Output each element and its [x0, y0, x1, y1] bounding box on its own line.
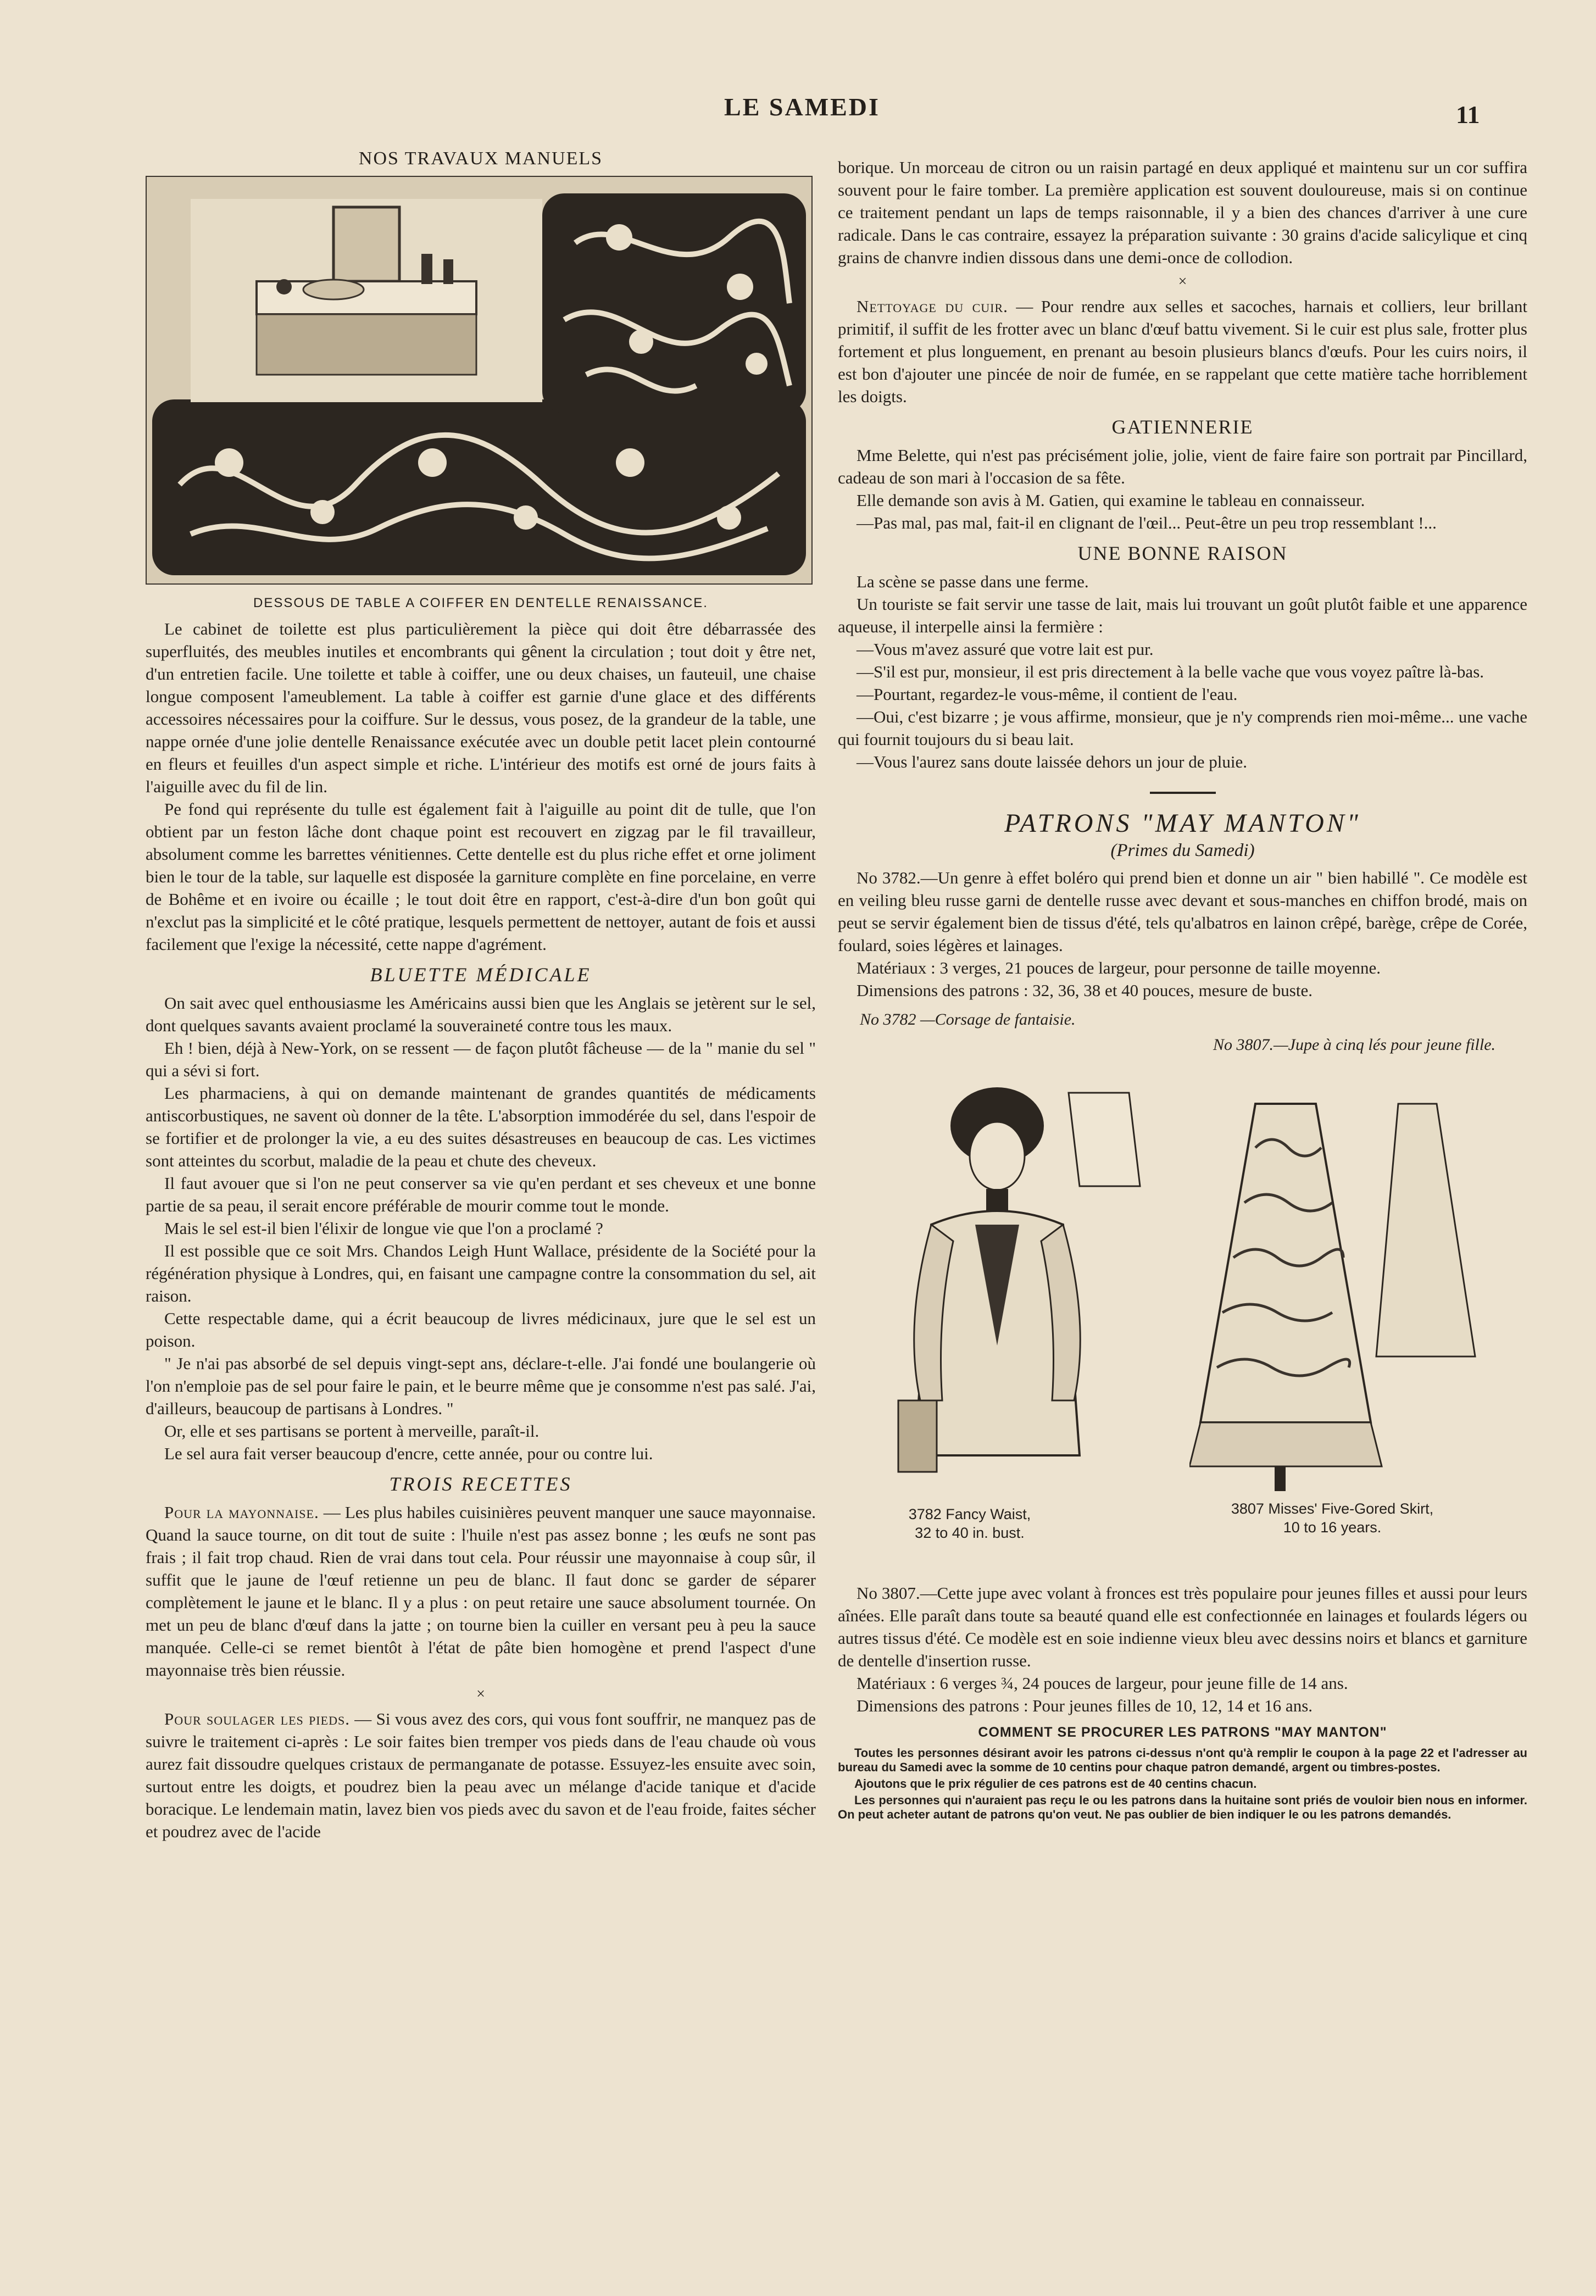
howto-paragraph-1: Toutes les personnes désirant avoir les patrons ci-dessus n'ont qu'à remplir le coupon à la page 22 et l'adresser au bureau du Samedi avec la somme de 10 centins pour chaque patron demandé, argent ou timbres-postes.: [838, 1746, 1527, 1774]
fancy-waist-drawing: [871, 1060, 1156, 1488]
figure-3782-label: No 3782 —Corsage de fantaisie.: [860, 1010, 1076, 1029]
page-number: 11: [1456, 101, 1480, 129]
recette-mayonnaise-text: — Les plus habiles cuisinières peuvent manquer une sauce mayonnaise. Quand la sauce tourne, on dit tout de suite : l'huile n'est pas assez bonne ; les œufs ne sont pas frais ; il fait trop chaud. Rien de vrai dans tout cela. Pour réussir une mayonnaise à coup sûr, il suffit que le jaune de l'œuf retienne un peu de blanc. Il faut donc se garder de séparer complètement le jaune et le blanc. Il y a plus : on peut retaire une sauce absolument tournée. On met un peu de blanc d'œuf dans la jatte ; on tourne bien la cuiller en versant peu à peu la sauce manquée. Celle-ci se remet bientôt à l'état de pâte bien homogène et prend l'aspect d'une mayonnaise très bien réussie.: [146, 1503, 816, 1680]
left-column: [146, 148, 816, 1843]
recette-mayonnaise: [146, 1501, 816, 1681]
bluette-paragraph-10: Le sel aura fait verser beaucoup d'encre, cette année, pour ou contre lui.: [164, 1444, 653, 1463]
patron-3782-paragraph-3: Dimensions des patrons : 32, 36, 38 et 40 pouces, mesure de buste.: [857, 981, 1313, 1000]
recette-pieds: [146, 1708, 816, 1843]
nettoyage-cuir-lead: Nettoyage du cuir.: [857, 297, 1008, 316]
raison-paragraph-3: —Vous m'avez assuré que votre lait est pur.: [857, 640, 1154, 659]
lace-table-illustration: [146, 176, 813, 585]
bluette-paragraph-1: On sait avec quel enthousiasme les Américains aussi bien que les Anglais se jetèrent sur le sel, dont quelques savants avaient proclamé la souveraineté contre tous les maux.: [146, 993, 816, 1035]
section-title-bluette: BLUETTE MÉDICALE: [370, 964, 592, 986]
nettoyage-cuir-text: — Pour rendre aux selles et sacoches, harnais et colliers, leur brillant primitif, il suffit de les frotter avec un blanc d'œuf battu vivement. Si le cuir est plus sale, frotter plus fortement et plus longuement, en prenant au besoin plusieurs blancs d'œufs. Pour les cuirs noirs, il est bon d'ajouter une pincée de noir de fumée, en se rappelant que cette matière tache horriblement les doigts.: [838, 297, 1527, 406]
patrons-title: PATRONS "MAY MANTON": [1004, 809, 1361, 838]
section-title-raison: UNE BONNE RAISON: [1077, 542, 1288, 564]
gatiennerie-paragraph-1: Mme Belette, qui n'est pas précisément jolie, jolie, vient de faire faire son portrait par Pincillard, cadeau de son mari à l'occasion de sa fête.: [838, 446, 1527, 487]
nettoyage-cuir-paragraph: [838, 295, 1527, 408]
figure-3807-label: No 3807.—Jupe à cinq lés pour jeune fille.: [1213, 1036, 1496, 1054]
continuation-paragraph: borique. Un morceau de citron ou un raisin partagé en deux appliqué et maintenu sur un cor suffira souvent pour le faire tomber. La première application est souvent douloureuse, mais si on continue ce traitement pendant un laps de temps raisonnable, il y a bien des chances d'arriver à une cure radicale. Dans le cas contraire, essayez la préparation suivante : 30 grains d'acide salicylique et cinq grains de chanvre indien dissous dans une demi-once de collodion.: [838, 158, 1527, 267]
figure-3782-caption-line2: 32 to 40 in. bust.: [915, 1525, 1025, 1541]
section-title-travaux: NOS TRAVAUX MANUELS: [358, 148, 603, 169]
patron-3782-paragraph-1: No 3782.—Un genre à effet boléro qui prend bien et donne un air " bien habillé ". Ce modèle est en veiling bleu russe garni de dentelle russe avec devant et sous-manches en chiffon brodé, mais on peut se servir également bien de tissus d'été, tels qu'albatros en lainon crêpé, barège, crêpe de Corée, foulard, soies légères et lainages.: [838, 868, 1527, 955]
illustration-caption: DESSOUS DE TABLE A COIFFER EN DENTELLE RENAISSANCE.: [253, 596, 708, 610]
figure-3782-caption-line1: 3782 Fancy Waist,: [908, 1506, 1031, 1522]
raison-paragraph-5: —Pourtant, regardez-le vous-même, il contient de l'eau.: [857, 685, 1238, 704]
separator-mark: ×: [1178, 273, 1187, 290]
howto-paragraph-2: Ajoutons que le prix régulier de ces patrons est de 40 centins chacun.: [854, 1777, 1257, 1791]
bluette-paragraph-7: Cette respectable dame, qui a écrit beaucoup de livres médicinaux, jure que le sel est un poison.: [146, 1309, 816, 1350]
gatiennerie-paragraph-2: Elle demande son avis à M. Gatien, qui examine le tableau en connaisseur.: [857, 491, 1365, 510]
bluette-paragraph-2: Eh ! bien, déjà à New-York, on se ressent — de façon plutôt fâcheuse — de la " manie du sel " qui a sévi si fort.: [146, 1038, 816, 1080]
patron-3782-paragraph-2: Matériaux : 3 verges, 21 pouces de largeur, pour personne de taille moyenne.: [857, 958, 1381, 977]
right-column: [838, 156, 1527, 1824]
intro-paragraph-1: Le cabinet de toilette est plus particulièrement la pièce qui doit être débarrassée des superfluités, des meubles inutiles et encombrants qui gênent la circulation ; tout doit y être net, d'un entretien facile. Une toilette et table à coiffer, une ou deux chaises, un fauteuil, une chaise longue composent l'ameublement. La table à coiffer est garnie d'une glace et des différents accessoires nécessaires pour la coiffure. Sur le dessus, vous posez, de la grandeur de la table, une nappe ornée d'une jolie dentelle Renaissance exécutée avec un double petit lacet plein contourné en fleurs et feuilles d'un aspect simple et riche. L'intérieur des motifs est orné de jours faits à l'aiguille avec du fil de lin.: [146, 619, 816, 796]
recette-pieds-text: — Si vous avez des cors, qui vous font souffrir, ne manquez pas de suivre le traitement ci-après : Le soir faites bien tremper vos pieds dans de l'eau chaude où vous aurez fait dissoudre quelques cristaux de permanganate de potasse. Essuyez-les ensuite avec soin, surtout entre les doigts, et poudrez bien la peau avec un mélange d'acide tanique et d'acide boracique. Le lendemain matin, lavez bien vos pieds avec du savon et de l'eau froide, faites sécher et poudrez avec de l'acide: [146, 1709, 816, 1841]
figure-3807-caption-line2: 10 to 16 years.: [1283, 1519, 1382, 1536]
bluette-paragraph-4: Il faut avouer que si l'on ne peut conserver sa vie qu'en perdant et ses cheveux et une bonne partie de sa peau, il serait encore préférable de mourir comme tout le monde.: [146, 1174, 816, 1215]
patron-3807-paragraph-3: Dimensions des patrons : Pour jeunes filles de 10, 12, 14 et 16 ans.: [857, 1696, 1313, 1715]
figure-3807-caption-line1: 3807 Misses' Five-Gored Skirt,: [1231, 1500, 1434, 1517]
patrons-subtitle: (Primes du Samedi): [1110, 841, 1255, 860]
bluette-paragraph-8: " Je n'ai pas absorbé de sel depuis vingt-sept ans, déclare-t-elle. J'ai fondé une boulangerie où l'on n'emploie pas de sel pour faire le pain, et le beurre même que je consomme n'est pas salé. J'ai, d'ailleurs, beaucoup de partisans à Londres. ": [146, 1354, 816, 1418]
recette-mayonnaise-lead: Pour la mayonnaise.: [164, 1503, 319, 1522]
raison-paragraph-7: —Vous l'aurez sans doute laissée dehors un jour de pluie.: [857, 752, 1247, 771]
bluette-paragraph-9: Or, elle et ses partisans se portent à merveille, paraît-il.: [164, 1421, 540, 1441]
section-title-recettes: TROIS RECETTES: [389, 1473, 572, 1495]
section-divider: [1150, 792, 1216, 794]
bluette-paragraph-5: Mais le sel est-il bien l'élixir de longue vie que l'on a proclamé ?: [164, 1219, 603, 1238]
separator-mark: ×: [476, 1686, 485, 1703]
intro-paragraph-2: Pe fond qui représente du tulle est également fait à l'aiguille au point dit de tulle, que l'on obtient par un feston lâche dont chaque point est recouvert en zigzag par le fil travailleur, absolument comme les barrettes vénitiennes. Cette dentelle est du plus riche effet et orne joliment bien le tour de la table, sur laquelle est disposée la garniture complète en fine porcelaine, en verre de Bohême et en ivoire ou écaille ; le tout doit être en rapport, c'est-à-dire d'un bon goût qui n'exclut pas la simplicité et le côté pratique, lesquels permettent de nettoyer, autant de fois et aussi facilement que l'exige la nécessité, cette nappe d'agrément.: [146, 799, 816, 954]
figure-3807-caption: [1178, 1499, 1486, 1537]
five-gored-skirt-drawing: [1189, 1071, 1497, 1499]
fashion-figures: [838, 1010, 1527, 1582]
raison-paragraph-6: —Oui, c'est bizarre ; je vous affirme, monsieur, que je n'y comprends rien moi-même... une vache qui fournit toujours du si beau lait.: [838, 707, 1527, 749]
patron-3807-paragraph-2: Matériaux : 6 verges ¾, 24 pouces de largeur, pour jeune fille de 14 ans.: [857, 1674, 1348, 1693]
recette-pieds-lead: Pour soulager les pieds.: [164, 1709, 350, 1728]
gatiennerie-paragraph-3: —Pas mal, pas mal, fait-il en clignant de l'œil... Peut-être un peu trop ressemblant !...: [857, 513, 1437, 532]
bluette-paragraph-3: Les pharmaciens, à qui on demande maintenant de grandes quantités de médicaments antiscorbustiques, ne savent où donner de la tête. L'absorption immodérée du sel, dans l'espoir de se fortifier et de prolonger la vie, a eu des suites désastreuses en beaucoup de cas. Les victimes sont atteintes du scorbut, maladie de la peau et chute des cheveux.: [146, 1083, 816, 1170]
bluette-paragraph-6: Il est possible que ce soit Mrs. Chandos Leigh Hunt Wallace, présidente de la Société pour la régénération physique à Londres, qui, en faisant une campagne contre la consommation du sel, ait raison.: [146, 1241, 816, 1305]
howto-paragraph-3: Les personnes qui n'auraient pas reçu le ou les patrons dans la huitaine sont priés de vouloir bien nous en informer. On peut acheter autant de patrons qu'on veut. Ne pas oublier de bien indiquer le ou les patrons demandés.: [838, 1793, 1527, 1821]
lace-table-drawing: [147, 177, 811, 583]
section-title-gatiennerie: GATIENNERIE: [1111, 416, 1254, 438]
howto-title: COMMENT SE PROCURER LES PATRONS "MAY MANTON": [978, 1725, 1387, 1740]
raison-paragraph-2: Un touriste se fait servir une tasse de lait, mais lui trouvant un goût plutôt faible et une apparence aqueuse, il interpelle ainsi la fermière :: [838, 594, 1527, 636]
raison-paragraph-4: —S'il est pur, monsieur, il est pris directement à la belle vache que vous voyez paître là-bas.: [857, 662, 1484, 681]
figure-3782-caption: [860, 1505, 1080, 1542]
patron-3807-paragraph-1: No 3807.—Cette jupe avec volant à fronces est très populaire pour jeunes filles et aussi pour leurs aînées. Elle paraît dans toute sa beauté quand elle est confectionnée en lainages et foulards légers ou autres tissus d'été. Ce modèle est en soie indienne vieux bleu avec dessins noirs et blancs et garniture de dentelle d'insertion russe.: [838, 1583, 1527, 1670]
masthead-title: LE SAMEDI: [724, 93, 880, 121]
raison-paragraph-1: La scène se passe dans une ferme.: [857, 572, 1089, 591]
